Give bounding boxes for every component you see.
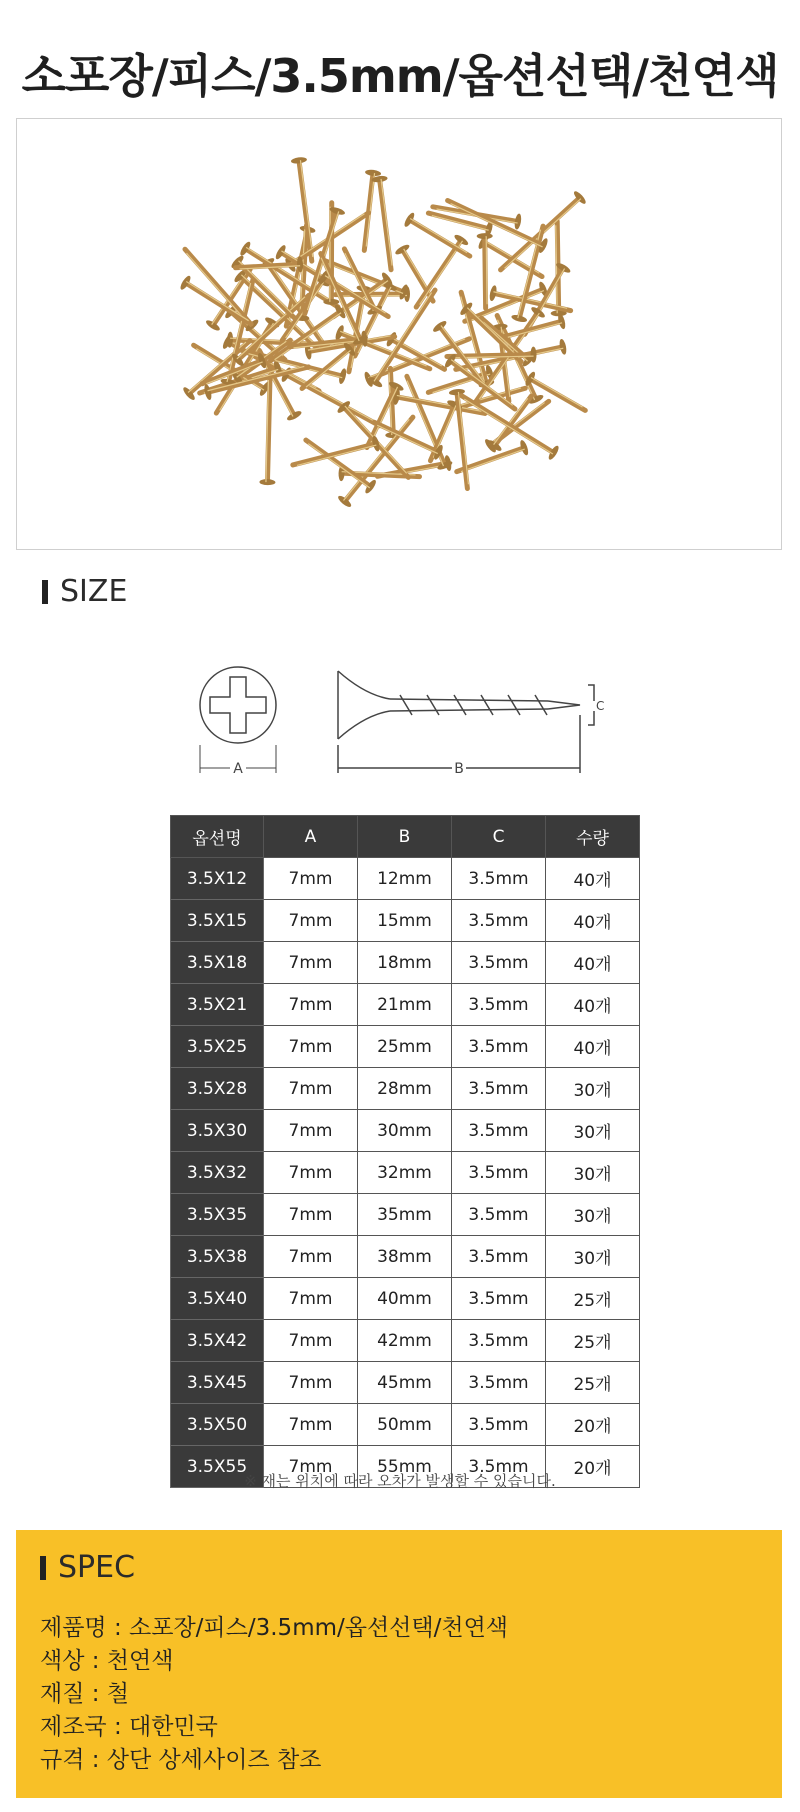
- cell-option: 3.5X28: [171, 1068, 264, 1110]
- table-row: [171, 1152, 640, 1194]
- table-row: [171, 900, 640, 942]
- cell-quantity: 30개: [546, 1110, 640, 1152]
- cell-option: 3.5X30: [171, 1110, 264, 1152]
- cell-option: 3.5X32: [171, 1152, 264, 1194]
- spec-lines: [40, 1612, 508, 1777]
- spec-heading-text: SPEC: [58, 1550, 136, 1585]
- cell-quantity: 40개: [546, 942, 640, 984]
- header-c: C: [452, 816, 546, 858]
- cell-quantity: 25개: [546, 1320, 640, 1362]
- cell-a: 7mm: [264, 1404, 358, 1446]
- screw-head-top-view-icon: [200, 667, 276, 773]
- spec-section-heading: [40, 1550, 135, 1585]
- cell-a: 7mm: [264, 1362, 358, 1404]
- screw-side-view-icon: [338, 671, 594, 773]
- table-row: [171, 858, 640, 900]
- cell-quantity: 25개: [546, 1278, 640, 1320]
- table-row: [171, 1194, 640, 1236]
- cell-b: 35mm: [358, 1194, 452, 1236]
- cell-b: 38mm: [358, 1236, 452, 1278]
- cell-option: 3.5X38: [171, 1236, 264, 1278]
- cell-c: 3.5mm: [452, 1446, 546, 1488]
- spec-line-material: 재질 : 철: [40, 1681, 130, 1707]
- cell-b: 28mm: [358, 1068, 452, 1110]
- cell-option: 3.5X18: [171, 942, 264, 984]
- screw-dimension-diagram: [190, 655, 650, 794]
- header-a: A: [264, 816, 358, 858]
- cell-quantity: 25개: [546, 1362, 640, 1404]
- cell-option: 3.5X50: [171, 1404, 264, 1446]
- table-row: [171, 1278, 640, 1320]
- spec-line-origin: 제조국 : 대한민국: [40, 1714, 218, 1740]
- cell-b: 42mm: [358, 1320, 452, 1362]
- table-row: [171, 984, 640, 1026]
- cell-a: 7mm: [264, 900, 358, 942]
- dimension-label-b: B: [454, 761, 464, 777]
- cell-c: 3.5mm: [452, 1404, 546, 1446]
- cell-quantity: 30개: [546, 1236, 640, 1278]
- spec-line-color: 색상 : 천연색: [40, 1648, 174, 1674]
- cell-quantity: 30개: [546, 1194, 640, 1236]
- cell-quantity: 40개: [546, 858, 640, 900]
- cell-b: 45mm: [358, 1362, 452, 1404]
- cell-b: 18mm: [358, 942, 452, 984]
- header-option: 옵션명: [171, 816, 264, 858]
- cell-b: 25mm: [358, 1026, 452, 1068]
- size-section-heading: [42, 574, 127, 609]
- cell-option: 3.5X42: [171, 1320, 264, 1362]
- header-quantity: 수량: [546, 816, 640, 858]
- heading-bar-icon: [40, 1556, 46, 1580]
- table-row: [171, 1068, 640, 1110]
- cell-quantity: 30개: [546, 1152, 640, 1194]
- cell-a: 7mm: [264, 1110, 358, 1152]
- table-row: [171, 1110, 640, 1152]
- header-b: B: [358, 816, 452, 858]
- heading-bar-icon: [42, 580, 48, 604]
- table-row: [171, 1404, 640, 1446]
- screw-pile-image: [17, 119, 782, 550]
- cell-c: 3.5mm: [452, 942, 546, 984]
- cell-option: 3.5X45: [171, 1362, 264, 1404]
- dimension-label-a: A: [233, 761, 243, 777]
- product-photo: [16, 118, 782, 550]
- cell-a: 7mm: [264, 1320, 358, 1362]
- cell-option: 3.5X25: [171, 1026, 264, 1068]
- cell-b: 32mm: [358, 1152, 452, 1194]
- cell-c: 3.5mm: [452, 1110, 546, 1152]
- cell-quantity: 20개: [546, 1404, 640, 1446]
- cell-c: 3.5mm: [452, 1068, 546, 1110]
- cell-c: 3.5mm: [452, 900, 546, 942]
- cell-a: 7mm: [264, 1026, 358, 1068]
- cell-option: 3.5X35: [171, 1194, 264, 1236]
- cell-c: 3.5mm: [452, 1362, 546, 1404]
- cell-quantity: 20개: [546, 1446, 640, 1488]
- size-heading-text: SIZE: [60, 574, 128, 609]
- cell-b: 21mm: [358, 984, 452, 1026]
- cell-c: 3.5mm: [452, 1320, 546, 1362]
- cell-b: 12mm: [358, 858, 452, 900]
- cell-a: 7mm: [264, 1278, 358, 1320]
- cell-c: 3.5mm: [452, 1278, 546, 1320]
- cell-b: 55mm: [358, 1446, 452, 1488]
- cell-a: 7mm: [264, 1446, 358, 1488]
- cell-a: 7mm: [264, 1152, 358, 1194]
- page-title: 소포장/피스/3.5mm/옵션선택/천연색: [21, 49, 779, 103]
- cell-a: 7mm: [264, 858, 358, 900]
- table-row: [171, 1026, 640, 1068]
- cell-option: 3.5X55: [171, 1446, 264, 1488]
- spec-line-dimensions: 규격 : 상단 상세사이즈 참조: [40, 1747, 322, 1773]
- cell-a: 7mm: [264, 1194, 358, 1236]
- cell-b: 30mm: [358, 1110, 452, 1152]
- spec-section: [16, 1530, 782, 1798]
- cell-option: 3.5X40: [171, 1278, 264, 1320]
- cell-quantity: 30개: [546, 1068, 640, 1110]
- table-row: [171, 1320, 640, 1362]
- cell-a: 7mm: [264, 1068, 358, 1110]
- cell-a: 7mm: [264, 942, 358, 984]
- table-header-row: [171, 816, 640, 858]
- cell-c: 3.5mm: [452, 1152, 546, 1194]
- cell-b: 15mm: [358, 900, 452, 942]
- dimension-label-c: C: [596, 699, 605, 713]
- table-row: [171, 1236, 640, 1278]
- table-row: [171, 942, 640, 984]
- table-row: [171, 1362, 640, 1404]
- cell-b: 50mm: [358, 1404, 452, 1446]
- cell-option: 3.5X21: [171, 984, 264, 1026]
- cell-c: 3.5mm: [452, 1194, 546, 1236]
- cell-quantity: 40개: [546, 1026, 640, 1068]
- cell-quantity: 40개: [546, 984, 640, 1026]
- cell-c: 3.5mm: [452, 858, 546, 900]
- spec-line-product-name: 제품명 : 소포장/피스/3.5mm/옵션선택/천연색: [40, 1615, 509, 1641]
- cell-option: 3.5X12: [171, 858, 264, 900]
- cell-quantity: 40개: [546, 900, 640, 942]
- cell-a: 7mm: [264, 984, 358, 1026]
- size-table: [170, 815, 640, 1488]
- cell-c: 3.5mm: [452, 1026, 546, 1068]
- cell-option: 3.5X15: [171, 900, 264, 942]
- cell-a: 7mm: [264, 1236, 358, 1278]
- cell-c: 3.5mm: [452, 1236, 546, 1278]
- cell-c: 3.5mm: [452, 984, 546, 1026]
- measurement-note: ※ 재는 위치에 따라 오차가 발생할 수 있습니다.: [244, 1472, 556, 1490]
- cell-b: 40mm: [358, 1278, 452, 1320]
